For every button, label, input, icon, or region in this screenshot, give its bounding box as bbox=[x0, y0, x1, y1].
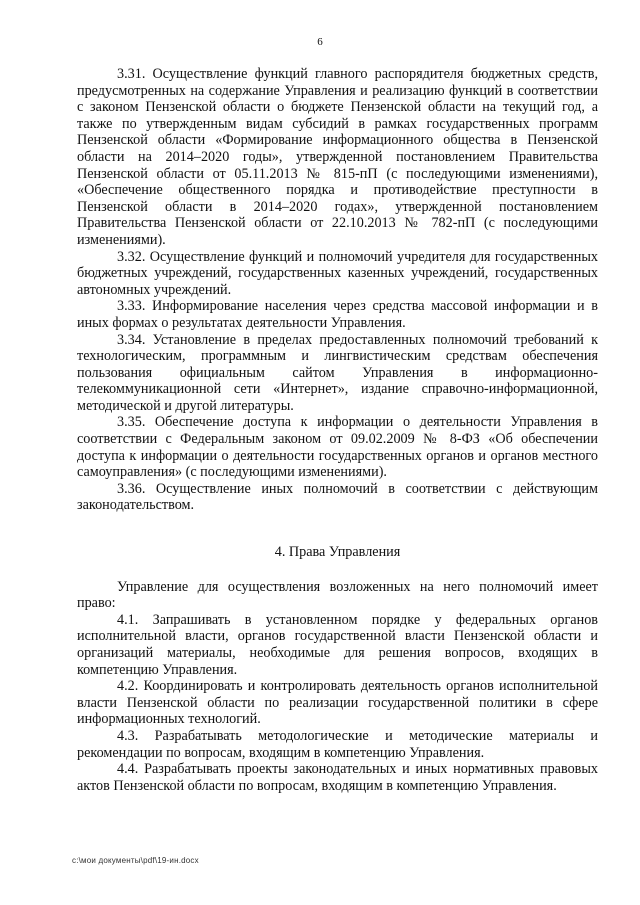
footer-file-path: c:\мои документы\pdf\19-ин.docx bbox=[72, 856, 199, 865]
clause-4-3: 4.3. Разрабатывать методологические и методические материалы и рекомендации по вопросам, входящим в компетенцию Управления. bbox=[77, 727, 598, 761]
page-number: 6 bbox=[317, 36, 323, 48]
document-body bbox=[77, 66, 598, 794]
section-heading: 4. Права Управления bbox=[274, 544, 401, 561]
clause-3-35: 3.35. Обеспечение доступа к информации о деятельности Управления в соответствии с Федеральным законом от 09.02.2009 № 8-ФЗ «Об обеспечении доступа к информации о деятельности государственных органов и органов местного самоуправления» (с последующими изменениями). bbox=[77, 414, 598, 481]
clause-3-34: 3.34. Установление в пределах предоставленных полномочий требований к технологическим, программным и лингвистическим средствам обеспечения пользования официальным сайтом Управления в информационно-телекоммуникационной сети «Интернет», издание справочно-информационной, методической и другой литературы. bbox=[77, 331, 598, 414]
clause-3-32: 3.32. Осуществление функций и полномочий учредителя для государственных бюджетных учреждений, государственных казенных учреждений, государственных автономных учреждений. bbox=[77, 248, 598, 298]
section-intro: Управление для осуществления возложенных на него полномочий имеет право: bbox=[77, 578, 598, 612]
clause-4-2: 4.2. Координировать и контролировать деятельность органов исполнительной власти Пензенской области по реализации государственной политики в сфере информационных технологий. bbox=[77, 678, 598, 728]
clause-3-36: 3.36. Осуществление иных полномочий в соответствии с действующим законодательством. bbox=[77, 480, 598, 514]
clause-4-1: 4.1. Запрашивать в установленном порядке у федеральных органов исполнительной власти, органов государственной власти Пензенской области и организаций материалы, необходимые для решения вопросов, входящих в компетенцию Управления. bbox=[77, 611, 598, 678]
clause-4-4: 4.4. Разрабатывать проекты законодательных и иных нормативных правовых актов Пензенской области по вопросам, входящим в компетенцию Управления. bbox=[77, 761, 598, 794]
clause-3-31: 3.31. Осуществление функций главного распорядителя бюджетных средств, предусмотренных на содержание Управления и реализацию функций в соответствии с законом Пензенской области о бюджете Пензенской области на текущий год, а также по утвержденным видам субсидий в рамках государственных программ Пензенской области «Формирование информационного общества в Пензенской области на 2014–2020 годы», утвержденной постановлением Правительства Пензенской области от 05.11.2013 № 815-пП (с последующими изменениями), «Обеспечение общественного порядка и противодействие преступности в Пензенской области в 2014–2020 годах», утвержденной постановлением Правительства Пензенской области от 22.10.2013 № 782-пП (с последующими изменениями). bbox=[77, 66, 598, 248]
clause-3-33: 3.33. Информирование населения через средства массовой информации и в иных формах о результатах деятельности Управления. bbox=[77, 298, 598, 331]
